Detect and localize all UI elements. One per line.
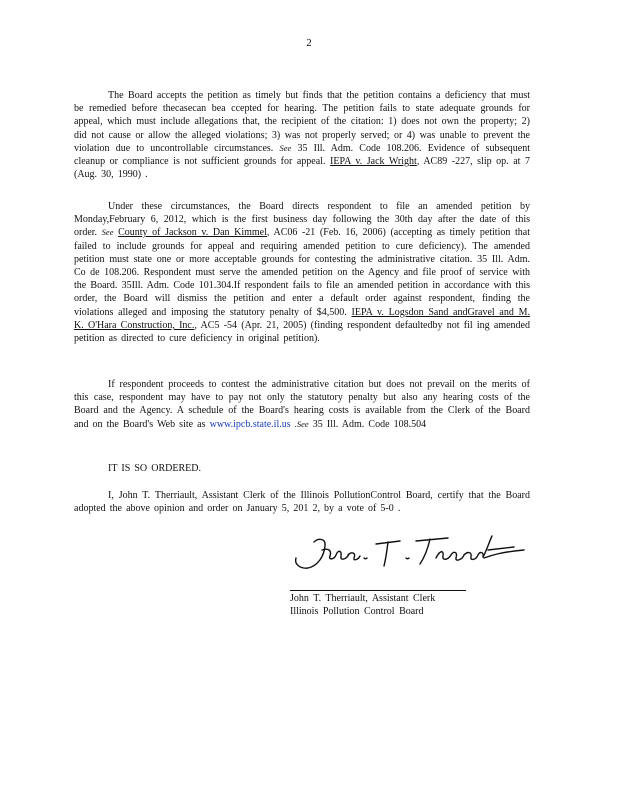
p2-text-c: , AC5 -54 (Apr. 21, 2005) (finding respondent defaultedby not fil ing amended petition as directed to cure deficiency in original petition).: [74, 319, 530, 345]
paragraph-deficiency: [74, 89, 530, 181]
page-number: 2: [306, 37, 312, 49]
p1-see: See: [279, 142, 292, 153]
p2-case-citation-2: IEPA v. Logsdon Sand andGravel and M. K. O'Hara Construction, Inc.: [74, 306, 530, 331]
signer-name-title: John T. Therriault, Assistant Clerk: [290, 593, 436, 604]
signature-block: [290, 592, 435, 618]
paragraph-hearing-costs: [74, 378, 530, 431]
paragraph-amended-petition: [74, 200, 530, 345]
p2-see: See: [101, 227, 114, 238]
certification-paragraph: I, John T. Therriault, Assistant Clerk of the Illinois PollutionControl Board, certify that the Board adopted the above opinion and order on January 5, 201 2, by a vote of 5-0 .: [74, 490, 530, 515]
p1-text-a: The Board accepts the petition as timely but finds that the petition contains a deficiency that must be remedied before thecasecan bea ccepted for hearing. The petition fails to state adequate grounds for appeal, which must include allegations that, the recipient of the citation: 1) does not own the property; 2) did not cause or allow the alleged violations; 3) was not properly served; or 4) was unable to prevent the violation due to uncontrollable circumstances.: [74, 90, 530, 154]
p1-text-c: , AC89 -227, slip op. at 7 (Aug. 30, 1990) .: [74, 156, 530, 181]
p1-case-citation: IEPA v. Jack Wright: [330, 156, 417, 168]
p2-text-b: , AC06 -21 (Feb. 16, 2006) (accepting as timely petition that failed to include grounds for appeal and requiring amended petition to cure deficiency). The amended petition must state one or more acceptable grounds for contesting the administrative citation. 35 Ill. Adm. Co de 108.206. Respondent must serve the amended petition on the Agency and file proof of service with the Board. 35Ill. Adm. Code 101.304.If respondent fails to file an amended petition in accordance with this order, the Board will dismiss the petition and enter a default order against respondent, finding the violations alleged and imposing the statutory penalty of $4,500.: [74, 227, 530, 318]
p1-text-b: 35 Ill. Adm. Code 108.206. Evidence of subsequent cleanup or compliance is not sufficient grounds for appeal.: [74, 142, 530, 168]
handwritten-signature: [288, 528, 528, 578]
p3-text-b: 35 Ill. Adm. Code 108.504: [312, 418, 427, 430]
signer-organization: Illinois Pollution Control Board: [290, 606, 424, 618]
board-website-link[interactable]: www.ipcb.state.il.us: [209, 418, 291, 430]
signature-line: [290, 590, 466, 591]
p2-case-citation-1: County of Jackson v. Dan Kimmel: [118, 227, 267, 239]
p3-see: .See: [294, 418, 309, 429]
so-ordered: IT IS SO ORDERED.: [108, 463, 201, 474]
p3-text-a: If respondent proceeds to contest the administrative citation but does not prevail on the merits of this case, respondent may have to pay not only the statutory penalty but also any hearing costs of the Board and the Agency. A schedule of the Board's hearing costs is available from the Clerk of the Board and on the Board's Web site as: [74, 379, 530, 430]
p2-text-a: Under these circumstances, the Board directs respondent to file an amended petition by Monday,February 6, 2012, which is the first business day following the 30th day after the date of this order.: [74, 201, 530, 239]
